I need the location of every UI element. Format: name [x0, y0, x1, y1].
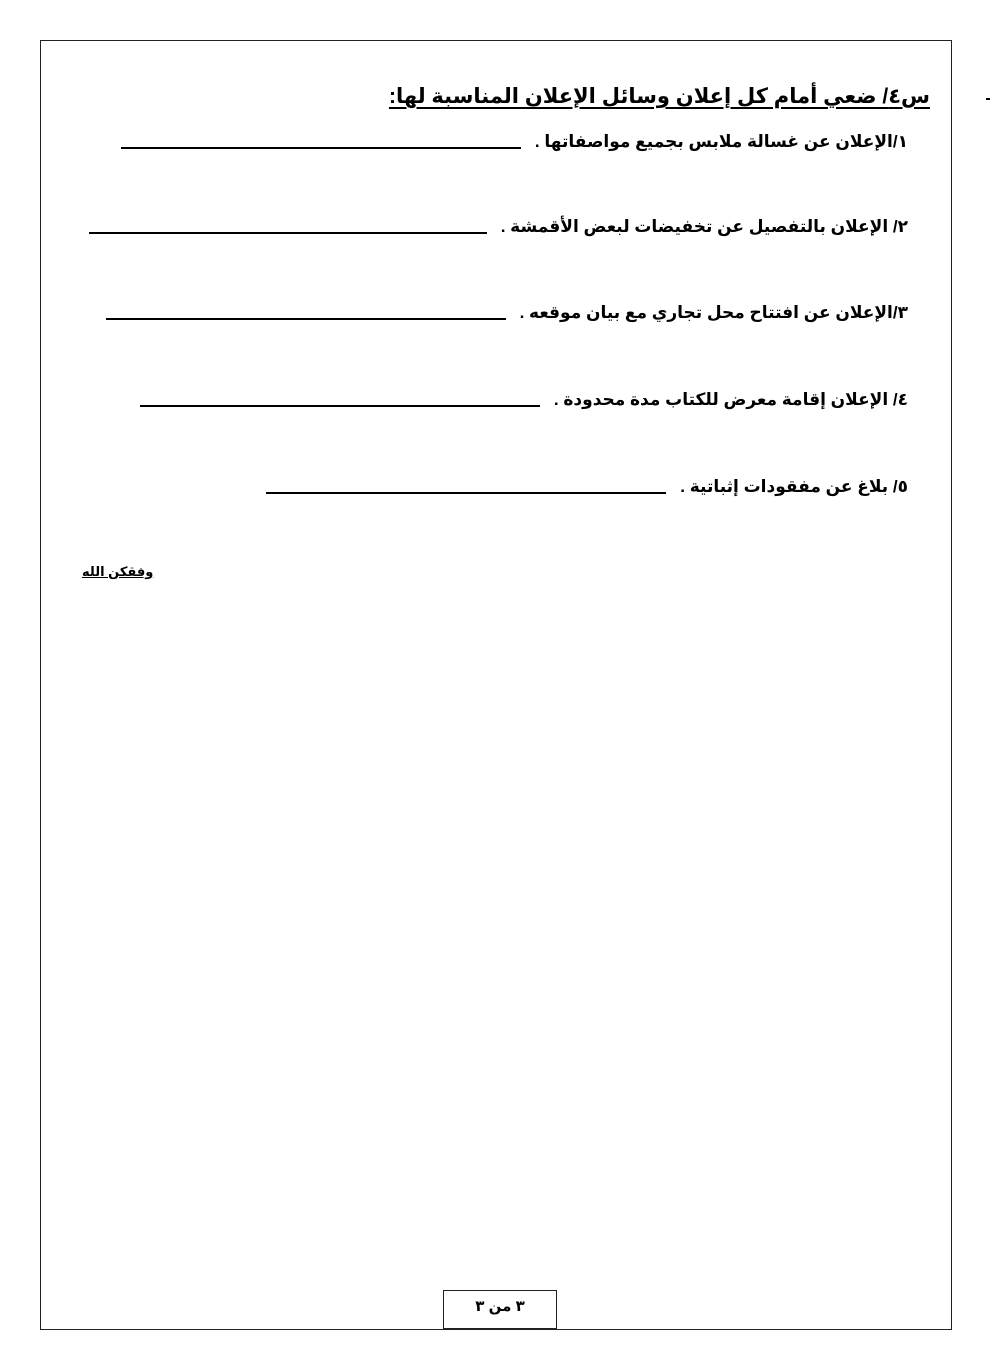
- answer-line[interactable]: [89, 232, 487, 234]
- page-number-box: [443, 1290, 557, 1329]
- question-item-5: [266, 477, 908, 497]
- item-text: ٥/ بلاغ عن مفقودات إثباتية .: [680, 477, 908, 496]
- answer-line[interactable]: [121, 147, 521, 149]
- question-title: س٤/ ضعي أمام كل إعلان وسائل الإعلان المناسبة لها:: [388, 85, 930, 108]
- answer-line[interactable]: [140, 405, 540, 407]
- item-text: ٤/ الإعلان إقامة معرض للكتاب مدة محدودة .: [553, 390, 908, 409]
- question-item-1: [121, 132, 908, 152]
- margin-mark: [986, 98, 990, 100]
- question-item-3: [106, 303, 908, 323]
- answer-line[interactable]: [106, 318, 506, 320]
- question-item-2: [89, 217, 908, 237]
- item-text: ٣/الإعلان عن افتتاح محل تجاري مع بيان موقعه .: [519, 303, 908, 322]
- item-text: ٢/ الإعلان بالتفصيل عن تخفيضات لبعض الأقمشة .: [500, 217, 908, 236]
- item-text: ١/الإعلان عن غسالة ملابس بجميع مواصفاتها .: [534, 132, 908, 151]
- answer-line[interactable]: [266, 492, 666, 494]
- page-number: ٣ من ٣: [475, 1297, 525, 1315]
- question-item-4: [140, 390, 908, 410]
- closing-note: وفقكن الله: [82, 564, 154, 579]
